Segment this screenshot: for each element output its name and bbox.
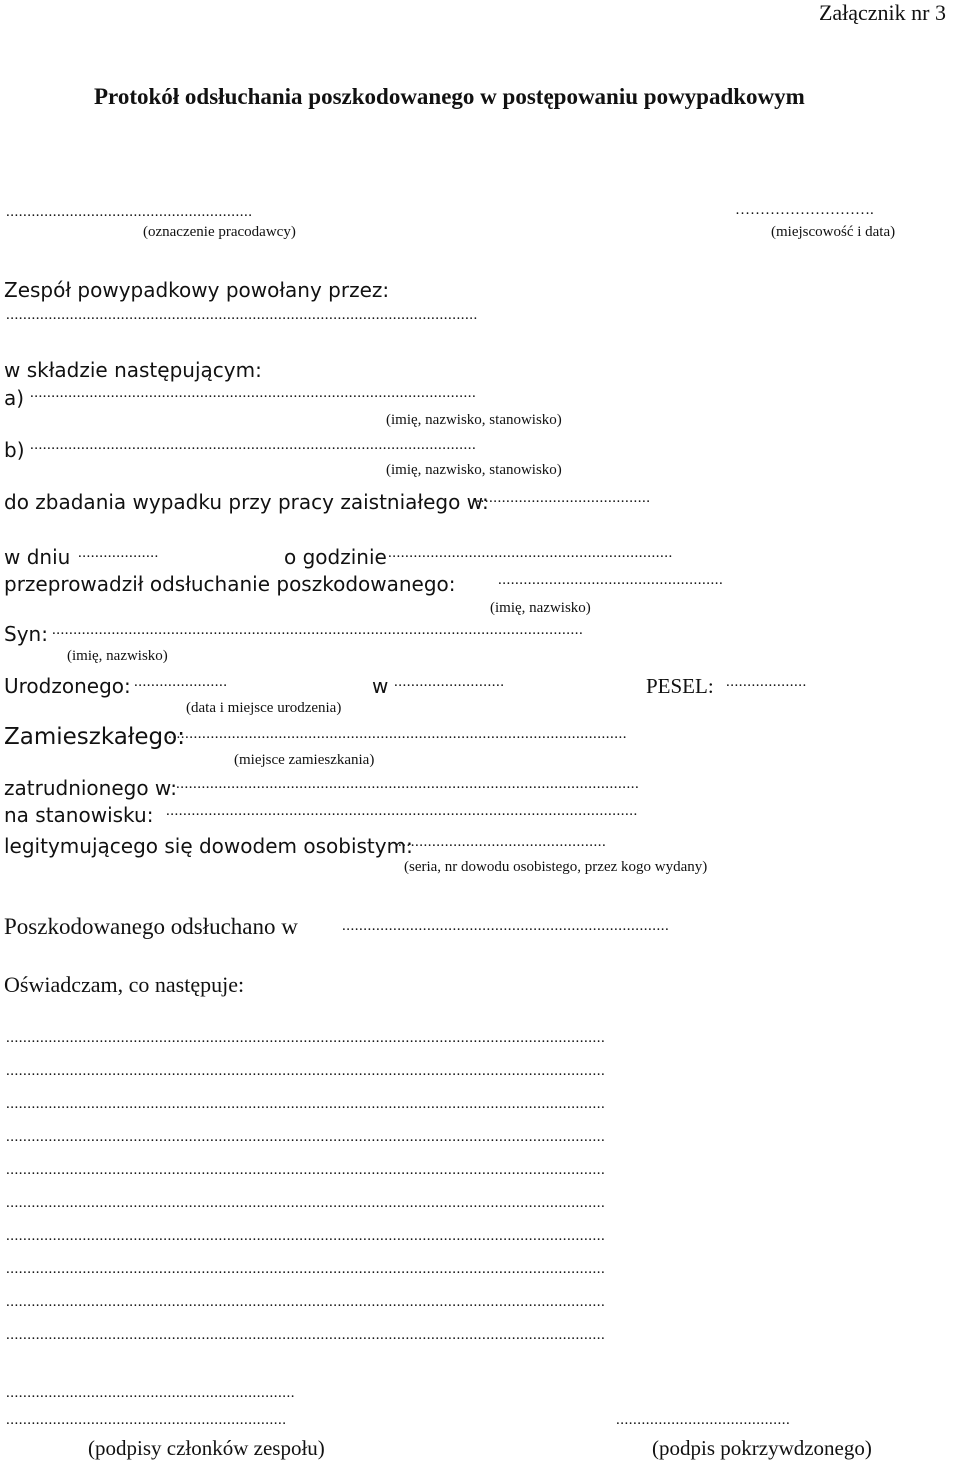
place-date-caption: (miejscowość i data) bbox=[771, 224, 896, 240]
member-a-caption: (imię, nazwisko, stanowisko) bbox=[386, 412, 562, 428]
born-caption: (data i miejsce urodzenia) bbox=[186, 700, 342, 716]
pesel-dots: ................... bbox=[726, 674, 807, 690]
team-signature-caption: (podpisy członków zespołu) bbox=[88, 1436, 325, 1460]
statement-line: ............................................................................................................................................. bbox=[6, 1195, 606, 1211]
employer-caption: (oznaczenie pracodawcy) bbox=[143, 224, 296, 240]
statement-line: ............................................................................................................................................. bbox=[6, 1063, 606, 1079]
member-a-label: a) bbox=[4, 386, 25, 410]
accident-place-dots: .......................................... bbox=[472, 490, 651, 506]
statement-label: Oświadczam, co następuje: bbox=[4, 972, 245, 997]
statement-line: ............................................................................................................................................. bbox=[6, 1030, 606, 1046]
hearing-conducted-label: przeprowadził odsłuchanie poszkodowanego: bbox=[4, 572, 456, 596]
member-b-dots: ......................................................................................................... bbox=[30, 437, 477, 453]
statement-line: ............................................................................................................................................. bbox=[6, 1228, 606, 1244]
member-a-dots: ......................................................................................................... bbox=[30, 385, 477, 401]
son-dots: ............................................................................................................................. bbox=[52, 622, 584, 638]
statement-line: ............................................................................................................................................. bbox=[6, 1096, 606, 1112]
statement-line: ............................................................................................................................................. bbox=[6, 1327, 606, 1343]
son-label: Syn: bbox=[4, 622, 48, 646]
statement-line: ............................................................................................................................................. bbox=[6, 1261, 606, 1277]
statement-line: ............................................................................................................................................. bbox=[6, 1129, 606, 1145]
attachment-label: Załącznik nr 3 bbox=[818, 0, 946, 25]
team-signature-dots-2: .................................................................. bbox=[6, 1412, 287, 1428]
hour-label: o godzinie bbox=[284, 545, 387, 569]
born-in-label: w bbox=[372, 674, 389, 698]
hearing-place-label: Poszkodowanego odsłuchano w bbox=[4, 914, 298, 939]
hearing-conducted-dots: ..................................................... bbox=[498, 572, 724, 588]
committee-appointed-label: Zespół powypadkowy powołany przez: bbox=[4, 278, 390, 302]
victim-signature-caption: (podpis pokrzywdzonego) bbox=[652, 1436, 872, 1460]
pesel-label: PESEL: bbox=[646, 674, 714, 698]
position-dots: ............................................................................................................... bbox=[166, 803, 638, 819]
document-title: Protokół odsłuchania poszkodowanego w postępowaniu powypadkowym bbox=[94, 84, 805, 109]
id-document-dots: ................................................. bbox=[398, 834, 607, 850]
id-document-caption: (seria, nr dowodu osobistego, przez kogo wydany) bbox=[404, 859, 708, 875]
residence-caption: (miejsce zamieszkania) bbox=[234, 752, 375, 768]
victim-signature-dots: ......................................... bbox=[616, 1412, 791, 1428]
hour-dots: ................................................................... bbox=[388, 545, 673, 561]
born-label: Urodzonego: bbox=[4, 674, 131, 698]
residence-dots: ............................................................................................................ bbox=[168, 726, 627, 742]
employer-label: zatrudnionego w: bbox=[4, 776, 177, 800]
id-document-label: legitymującego się dowodem osobistym: bbox=[4, 834, 413, 858]
employer-field-dots: ............................................................................................................. bbox=[176, 776, 640, 792]
born-dots: ...................... bbox=[134, 674, 228, 690]
team-signature-dots: .................................................................... bbox=[6, 1385, 295, 1401]
born-in-dots: .......................... bbox=[394, 674, 505, 690]
place-date-dots: ………………………. bbox=[735, 202, 874, 218]
residence-label: Zamieszkałego: bbox=[4, 724, 185, 750]
member-b-label: b) bbox=[4, 438, 25, 462]
committee-appointed-dots: ............................................................................................................... bbox=[6, 307, 478, 323]
hearing-conducted-caption: (imię, nazwisko) bbox=[490, 600, 591, 616]
position-label: na stanowisku: bbox=[4, 803, 154, 827]
accident-place-label: do zbadania wypadku przy pracy zaistniałego w: bbox=[4, 490, 489, 514]
son-caption: (imię, nazwisko) bbox=[67, 648, 168, 664]
day-label: w dniu bbox=[4, 545, 71, 569]
statement-line: ............................................................................................................................................. bbox=[6, 1162, 606, 1178]
member-b-caption: (imię, nazwisko, stanowisko) bbox=[386, 462, 562, 478]
employer-dots: .......................................................... bbox=[6, 204, 253, 220]
day-dots: ................... bbox=[78, 545, 159, 561]
committee-composition-label: w składzie następującym: bbox=[4, 358, 262, 382]
hearing-place-dots: ............................................................................. bbox=[342, 918, 670, 934]
statement-line: ............................................................................................................................................. bbox=[6, 1294, 606, 1310]
